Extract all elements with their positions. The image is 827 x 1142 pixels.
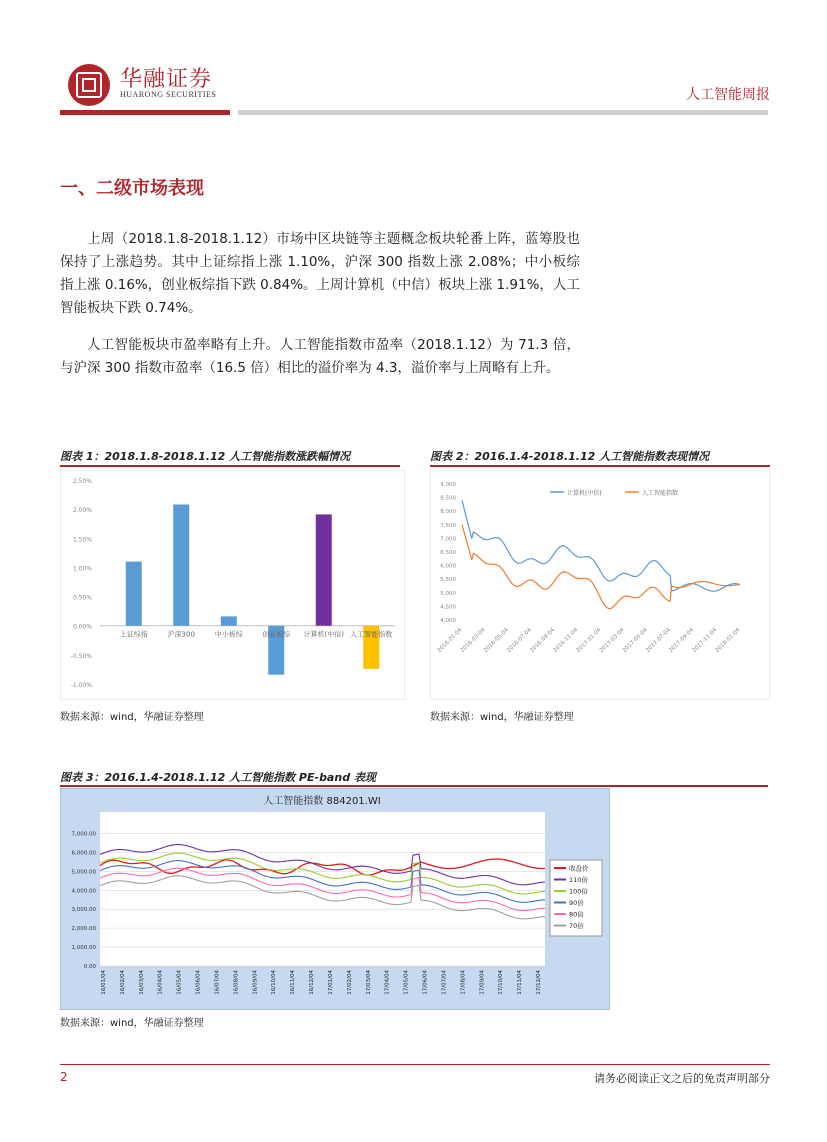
figure-2-source: 数据来源：wind，华融证券整理 (430, 712, 574, 723)
x-tick-label: 17/12/04 (536, 970, 542, 995)
x-tick-label: 人工智能指数 (350, 630, 393, 639)
x-tick-label: 16/03/04 (138, 970, 145, 995)
section-title: 一、二级市场表现 (60, 178, 204, 199)
x-tick-label: 17/10/04 (498, 970, 505, 995)
y-tick-label: 7,000.00 (71, 831, 96, 838)
y-tick-label: 7,500 (440, 522, 456, 529)
legend-label: 收盘价 (569, 864, 589, 873)
x-tick-label: 中小板综 (214, 630, 243, 639)
x-tick-label: 2018-01-04 (714, 627, 742, 655)
x-tick-label: 17/09/04 (479, 970, 486, 995)
x-tick-label: 2016-09-04 (529, 627, 557, 655)
bar-0 (126, 562, 142, 626)
x-tick-label: 2017-07-04 (645, 627, 672, 655)
y-tick-label: 4,000.00 (71, 888, 96, 895)
figure-3-source: 数据来源：wind，华融证券整理 (60, 1018, 204, 1029)
legend-label: 70倍 (569, 922, 584, 930)
brand-name-en: HUARONG SECURITIES (120, 90, 217, 99)
bar-4 (316, 514, 332, 625)
x-tick-label: 16/11/04 (290, 970, 297, 995)
legend-label: 80倍 (569, 910, 584, 919)
figure-3-chart (60, 788, 610, 1010)
y-tick-label: 4,500 (440, 604, 456, 611)
x-tick-label: 2016-11-04 (552, 627, 580, 655)
x-tick-label: 16/09/04 (252, 970, 259, 995)
y-tick-label: 0.00 (83, 964, 96, 970)
paragraph-2: 人工智能板块市盈率略有上升。人工智能指数市盈率（2018.1.12）为 71.3 倍，与沪深 300 指数市盈率（16.5 倍）相比的溢价率为 4.3，溢价率与上周略有上升。 (60, 337, 580, 376)
figure-2-title: 图表 2：2016.1.4-2018.1.12 人工智能指数表现情况 (430, 450, 710, 463)
x-tick-label: 17/01/04 (327, 970, 334, 995)
x-tick-label: 17/05/04 (403, 970, 410, 995)
chart-3-title: 人工智能指数 884201.WI (263, 796, 381, 807)
y-tick-label: 2,000.00 (71, 926, 96, 933)
y-tick-label: 5,000 (440, 590, 456, 597)
x-tick-label: 16/10/04 (271, 970, 278, 995)
x-tick-label: 创业板综 (262, 630, 291, 639)
y-tick-label: 3,000.00 (71, 907, 96, 914)
x-tick-label: 2016-03-04 (459, 627, 487, 655)
figure-1-rule (60, 465, 400, 467)
x-tick-label: 上证综指 (119, 630, 148, 639)
y-tick-label: 1,000.00 (71, 945, 96, 952)
bar-2 (221, 616, 237, 625)
y-tick-label: 7,000 (440, 536, 456, 543)
figure-3-rule (60, 785, 768, 787)
x-tick-label: 计算机(中信) (303, 630, 344, 639)
y-tick-label: 0.00% (72, 623, 92, 631)
x-tick-label: 17/07/04 (441, 970, 448, 995)
y-tick-label: 0.50% (72, 594, 92, 602)
footer-rule (60, 1064, 770, 1065)
x-tick-label: 17/04/04 (384, 970, 391, 995)
y-tick-label: 2.00% (72, 507, 92, 515)
x-tick-label: 16/07/04 (214, 970, 221, 995)
paragraph-1: 上周（2018.1.8-2018.1.12）市场中区块链等主题概念板块轮番上阵，蓝筹股也保持了上涨趋势。其中上证综指上涨 1.10%，沪深 300 指数上涨 2.08%；中小板综指上涨 0.16%，创业板综指下跌 0.84%。上周计算机（中信）板块上涨 1.91%，人工智能板块下跌 0.74%。 (60, 231, 580, 316)
footer-disclaimer: 请务必阅读正文之后的免责声明部分 (594, 1072, 770, 1085)
y-tick-label: 5,000.00 (71, 869, 96, 876)
legend-label: 人工智能指数 (642, 490, 679, 497)
x-tick-label: 17/02/04 (346, 970, 353, 995)
x-tick-label: 16/05/04 (176, 970, 183, 995)
x-tick-label: 16/06/04 (195, 970, 202, 995)
y-tick-label: 8,000 (440, 509, 456, 516)
header-bar-grey (238, 110, 768, 115)
figure-1-source: 数据来源：wind，华融证券整理 (60, 712, 204, 723)
figure-1-chart (60, 470, 405, 700)
legend-label: 90倍 (569, 899, 584, 907)
y-tick-label: 6,000.00 (71, 850, 96, 857)
y-tick-label: 1.50% (72, 536, 92, 544)
figure-2-chart (430, 470, 770, 700)
x-tick-label: 2016-07-04 (506, 627, 533, 655)
y-tick-label: 9,000 (440, 482, 456, 488)
y-tick-label: 5,500 (440, 577, 456, 584)
bar-1 (173, 504, 189, 625)
x-tick-label: 16/08/04 (233, 970, 240, 995)
x-tick-label: 2017-05-04 (621, 627, 649, 655)
y-tick-label: -1.00% (70, 682, 92, 689)
y-tick-label: 6,000 (440, 563, 456, 570)
x-tick-label: 沪深300 (167, 630, 195, 639)
logo-inner-mark-2 (82, 78, 96, 92)
y-tick-label: 1.00% (72, 565, 92, 573)
x-tick-label: 17/03/04 (365, 970, 372, 995)
header-bar-red (60, 110, 230, 115)
x-tick-label: 2016-01-04 (436, 627, 464, 655)
brand-name: 华融证券 (120, 67, 213, 92)
x-tick-label: 17/11/04 (517, 970, 524, 995)
legend-label: 100倍 (569, 887, 588, 896)
y-tick-label: 4,000 (440, 618, 456, 624)
x-tick-label: 17/06/04 (422, 970, 429, 995)
x-tick-label: 2016-05-04 (482, 627, 510, 655)
page-number: 2 (60, 1070, 68, 1084)
y-tick-label: 2.50% (72, 478, 92, 485)
x-tick-label: 2017-01-04 (575, 627, 603, 655)
x-tick-label: 16/04/04 (157, 970, 164, 995)
x-tick-label: 2017-11-04 (691, 627, 719, 655)
x-tick-label: 16/01/04 (101, 970, 107, 995)
y-tick-label: -0.50% (70, 652, 92, 660)
legend-label: 计算机(中信) (567, 490, 602, 497)
x-tick-label: 17/08/04 (460, 970, 467, 995)
x-tick-label: 16/12/04 (309, 970, 316, 995)
figure-1-title: 图表 1：2018.1.8-2018.1.12 人工智能指数涨跌幅情况 (60, 450, 351, 463)
report-type: 人工智能周报 (686, 87, 770, 103)
y-tick-label: 8,500 (440, 495, 456, 502)
y-tick-label: 6,500 (440, 550, 456, 556)
x-tick-label: 16/02/04 (119, 970, 126, 995)
x-tick-label: 2017-09-04 (668, 627, 696, 655)
figure-2-rule (430, 465, 770, 467)
figure-3-title: 图表 3：2016.1.4-2018.1.12 人工智能指数 PE-band 表现 (60, 771, 376, 784)
x-tick-label: 2017-03-04 (598, 627, 626, 655)
legend-label: 110倍 (569, 876, 588, 884)
